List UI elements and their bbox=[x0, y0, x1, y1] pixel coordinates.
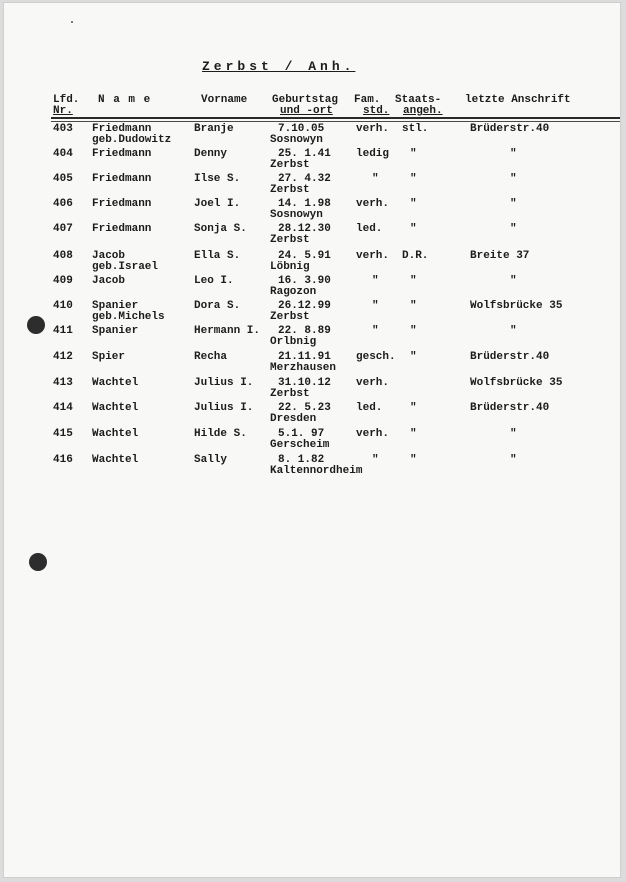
cell-staat: " bbox=[410, 223, 417, 235]
table-row bbox=[4, 326, 621, 352]
page-title: Zerbst / Anh. bbox=[202, 59, 356, 74]
cell-ort: Ragozon bbox=[270, 286, 317, 298]
cell-vorname: Sally bbox=[194, 454, 228, 466]
cell-name: Spier bbox=[92, 351, 126, 363]
cell-nr: 409 bbox=[53, 275, 73, 287]
cell-name2: geb.Israel bbox=[92, 261, 159, 273]
cell-anschrift: " bbox=[510, 198, 517, 210]
cell-ort: Gerscheim bbox=[270, 439, 330, 451]
cell-staat: " bbox=[410, 454, 417, 466]
cell-ort: Dresden bbox=[270, 413, 317, 425]
cell-fam: " bbox=[372, 275, 379, 287]
table-row bbox=[4, 301, 621, 327]
cell-fam: " bbox=[372, 173, 379, 185]
cell-datum: 14. 1.98 bbox=[278, 198, 331, 210]
cell-ort: Kaltennordheim bbox=[270, 465, 363, 477]
cell-anschrift: Wolfsbrücke 35 bbox=[470, 300, 563, 312]
cell-name: Friedmann bbox=[92, 173, 152, 185]
cell-fam: " bbox=[372, 454, 379, 466]
table-row bbox=[4, 124, 621, 150]
header-letzte-anschrift: letzte Anschrift bbox=[465, 94, 571, 106]
cell-ort: Löbnig bbox=[270, 261, 310, 273]
cell-staat: " bbox=[410, 173, 417, 185]
cell-nr: 413 bbox=[53, 377, 73, 389]
cell-staat: " bbox=[410, 275, 417, 287]
cell-vorname: Hilde S. bbox=[194, 428, 247, 440]
header-familienstand: Fam. std. bbox=[354, 94, 390, 117]
cell-fam: led. bbox=[356, 223, 383, 235]
cell-vorname: Dora S. bbox=[194, 300, 241, 312]
cell-vorname: Ilse S. bbox=[194, 173, 241, 185]
cell-nr: 411 bbox=[53, 325, 73, 337]
cell-datum: 5.1. 97 bbox=[278, 428, 325, 440]
cell-nr: 410 bbox=[53, 300, 73, 312]
cell-anschrift: Brüderstr.40 bbox=[470, 402, 550, 414]
cell-ort: Zerbst bbox=[270, 311, 310, 323]
table-row bbox=[4, 276, 621, 302]
cell-anschrift: Wolfsbrücke 35 bbox=[470, 377, 563, 389]
cell-name: Spanier bbox=[92, 300, 139, 312]
cell-staat: " bbox=[410, 351, 417, 363]
cell-nr: 416 bbox=[53, 454, 73, 466]
cell-datum: 22. 8.89 bbox=[278, 325, 331, 337]
cell-ort: Merzhausen bbox=[270, 362, 337, 374]
cell-staat: " bbox=[410, 428, 417, 440]
cell-ort: Orlbnig bbox=[270, 336, 317, 348]
table-row bbox=[4, 224, 621, 250]
cell-nr: 405 bbox=[53, 173, 73, 185]
cell-ort: Zerbst bbox=[270, 388, 310, 400]
cell-anschrift: Brüderstr.40 bbox=[470, 123, 550, 135]
cell-vorname: Sonja S. bbox=[194, 223, 247, 235]
cell-name: Friedmann bbox=[92, 198, 152, 210]
paper-speck bbox=[71, 21, 73, 23]
cell-datum: 25. 1.41 bbox=[278, 148, 331, 160]
cell-vorname: Ella S. bbox=[194, 250, 241, 262]
cell-ort: Zerbst bbox=[270, 159, 310, 171]
cell-fam: gesch. bbox=[356, 351, 396, 363]
cell-ort: Zerbst bbox=[270, 184, 310, 196]
cell-nr: 412 bbox=[53, 351, 73, 363]
cell-nr: 406 bbox=[53, 198, 73, 210]
document-page bbox=[3, 2, 621, 878]
cell-staat: " bbox=[410, 325, 417, 337]
cell-nr: 404 bbox=[53, 148, 73, 160]
cell-vorname: Julius I. bbox=[194, 402, 254, 414]
cell-name: Friedmann bbox=[92, 148, 152, 160]
header-vorname: Vorname bbox=[201, 94, 248, 106]
cell-name: Friedmann bbox=[92, 223, 152, 235]
cell-datum: 31.10.12 bbox=[278, 377, 331, 389]
cell-staat: " bbox=[410, 198, 417, 210]
cell-anschrift: Breite 37 bbox=[470, 250, 530, 262]
cell-datum: 26.12.99 bbox=[278, 300, 331, 312]
header-lfd-nr: Lfd. Nr. bbox=[53, 94, 80, 117]
table-row bbox=[4, 251, 621, 277]
cell-vorname: Leo I. bbox=[194, 275, 234, 287]
cell-name2: geb.Dudowitz bbox=[92, 134, 172, 146]
header-divider bbox=[51, 117, 621, 119]
cell-nr: 403 bbox=[53, 123, 73, 135]
cell-staat: stl. bbox=[402, 123, 429, 135]
cell-anschrift: " bbox=[510, 325, 517, 337]
cell-datum: 24. 5.91 bbox=[278, 250, 331, 262]
header-divider-thin bbox=[51, 121, 621, 122]
cell-anschrift: " bbox=[510, 428, 517, 440]
table-row bbox=[4, 199, 621, 225]
cell-staat: " bbox=[410, 402, 417, 414]
cell-staat: " bbox=[410, 300, 417, 312]
cell-vorname: Hermann I. bbox=[194, 325, 261, 337]
cell-fam: verh. bbox=[356, 123, 390, 135]
cell-nr: 414 bbox=[53, 402, 73, 414]
punch-hole bbox=[27, 316, 45, 334]
cell-staat: D.R. bbox=[402, 250, 429, 262]
cell-nr: 415 bbox=[53, 428, 73, 440]
header-name: N a m e bbox=[98, 94, 152, 106]
table-row bbox=[4, 174, 621, 200]
cell-vorname: Branje bbox=[194, 123, 234, 135]
cell-name: Wachtel bbox=[92, 377, 139, 389]
table-row bbox=[4, 429, 621, 455]
cell-ort: Zerbst bbox=[270, 234, 310, 246]
cell-name: Spanier bbox=[92, 325, 139, 337]
cell-anschrift: " bbox=[510, 223, 517, 235]
cell-nr: 408 bbox=[53, 250, 73, 262]
cell-datum: 16. 3.90 bbox=[278, 275, 331, 287]
cell-staat: " bbox=[410, 148, 417, 160]
cell-datum: 22. 5.23 bbox=[278, 402, 331, 414]
cell-fam: " bbox=[372, 325, 379, 337]
cell-ort: Sosnowyn bbox=[270, 209, 323, 221]
cell-fam: led. bbox=[356, 402, 383, 414]
cell-ort: Sosnowyn bbox=[270, 134, 323, 146]
cell-datum: 8. 1.82 bbox=[278, 454, 325, 466]
cell-datum: 7.10.05 bbox=[278, 123, 325, 135]
cell-name2: geb.Michels bbox=[92, 311, 165, 323]
cell-datum: 27. 4.32 bbox=[278, 173, 331, 185]
cell-vorname: Recha bbox=[194, 351, 228, 363]
cell-name: Wachtel bbox=[92, 454, 139, 466]
cell-anschrift: " bbox=[510, 275, 517, 287]
cell-datum: 21.11.91 bbox=[278, 351, 331, 363]
cell-name: Jacob bbox=[92, 250, 126, 262]
header-geburt: Geburtstag und -ort bbox=[272, 94, 339, 117]
cell-fam: verh. bbox=[356, 198, 390, 210]
cell-fam: verh. bbox=[356, 428, 390, 440]
cell-vorname: Joel I. bbox=[194, 198, 241, 210]
cell-datum: 28.12.30 bbox=[278, 223, 331, 235]
table-row bbox=[4, 378, 621, 404]
cell-anschrift: " bbox=[510, 173, 517, 185]
cell-vorname: Julius I. bbox=[194, 377, 254, 389]
cell-fam: verh. bbox=[356, 377, 390, 389]
cell-nr: 407 bbox=[53, 223, 73, 235]
header-staatsangehoerigkeit: Staats- angeh. bbox=[395, 94, 443, 117]
table-row bbox=[4, 403, 621, 429]
cell-name: Wachtel bbox=[92, 402, 139, 414]
table-row bbox=[4, 149, 621, 175]
cell-name: Wachtel bbox=[92, 428, 139, 440]
table-row bbox=[4, 352, 621, 378]
cell-anschrift: " bbox=[510, 454, 517, 466]
cell-vorname: Denny bbox=[194, 148, 228, 160]
punch-hole bbox=[29, 553, 47, 571]
cell-fam: ledig bbox=[356, 148, 390, 160]
cell-name: Friedmann bbox=[92, 123, 152, 135]
cell-fam: verh. bbox=[356, 250, 390, 262]
cell-anschrift: " bbox=[510, 148, 517, 160]
cell-name: Jacob bbox=[92, 275, 126, 287]
table-row bbox=[4, 455, 621, 481]
cell-fam: " bbox=[372, 300, 379, 312]
cell-anschrift: Brüderstr.40 bbox=[470, 351, 550, 363]
